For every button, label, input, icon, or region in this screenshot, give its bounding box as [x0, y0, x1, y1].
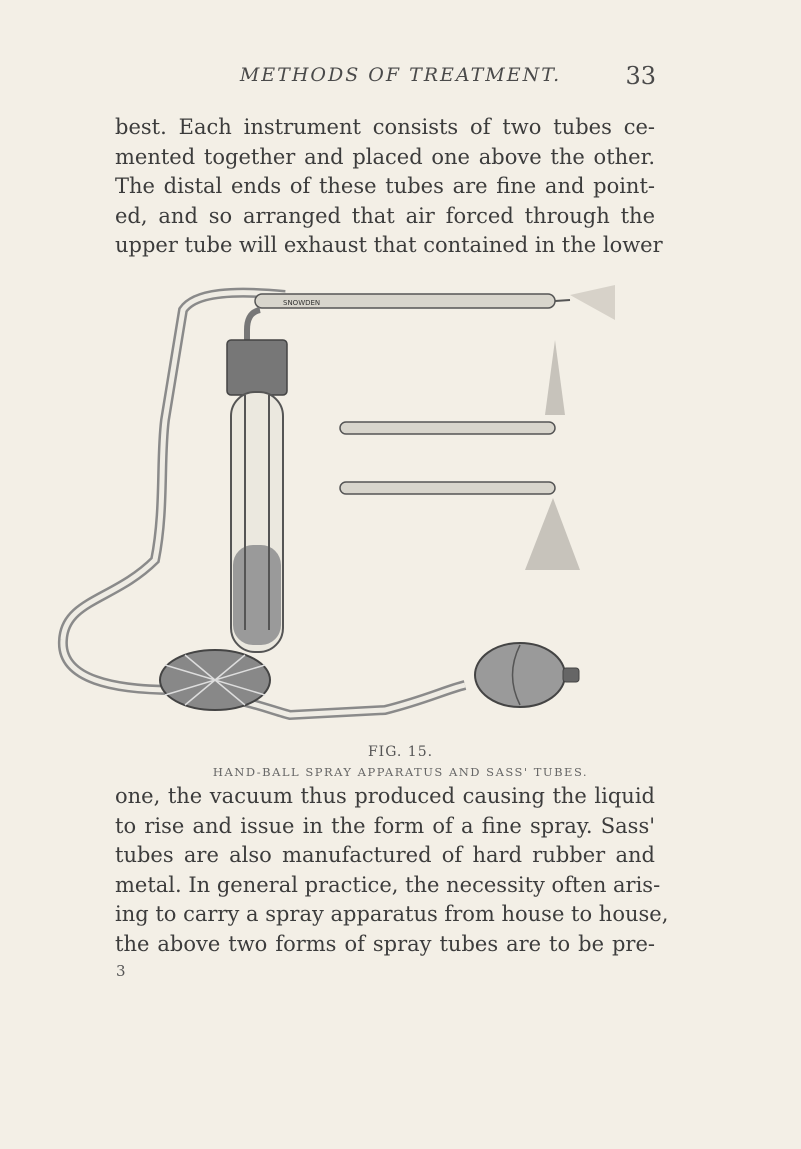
- figure-label: FIG. 15.: [367, 744, 434, 760]
- top-paragraph: [115, 113, 663, 261]
- running-head: METHODS OF TREATMENT.: [239, 64, 562, 86]
- sass-tube-upper: [340, 422, 555, 434]
- text-line: one, the vacuum thus produced causing the liquid: [115, 784, 655, 808]
- figure-title: HAND-BALL SPRAY APPARATUS AND SASS' TUBES.: [212, 765, 589, 779]
- page-number: 33: [625, 62, 656, 90]
- text-line: upper tube will exhaust that contained in the lower: [115, 233, 663, 257]
- engraver-mark: SNOWDEN: [283, 299, 321, 307]
- spray-mist: [545, 340, 565, 415]
- text-line: metal. In general practice, the necessity often aris-: [115, 872, 661, 897]
- spray-mist: [525, 498, 580, 570]
- signature-mark: 3: [116, 962, 126, 980]
- hand-ball: [475, 643, 565, 707]
- bottom-paragraph: [115, 782, 669, 959]
- bottle-cork: [227, 340, 287, 395]
- sass-tube-lower: [340, 482, 555, 494]
- text-line: The distal ends of these tubes are fine and point-: [115, 174, 655, 198]
- text-line: mented together and placed one above the other.: [115, 144, 655, 169]
- text-line: ing to carry a spray apparatus from house to house,: [115, 902, 669, 926]
- text-line: ed, and so arranged that air forced through the: [115, 203, 655, 228]
- spray-mist: [570, 285, 615, 320]
- text-line: tubes are also manufactured of hard rubber and: [115, 843, 655, 867]
- spray-apparatus-illustration: [55, 270, 635, 740]
- text-line: the above two forms of spray tubes are to be pre-: [115, 931, 655, 956]
- text-line: to rise and issue in the form of a fine spray. Sass': [115, 813, 655, 838]
- text-line: best. Each instrument consists of two tubes ce-: [115, 115, 655, 139]
